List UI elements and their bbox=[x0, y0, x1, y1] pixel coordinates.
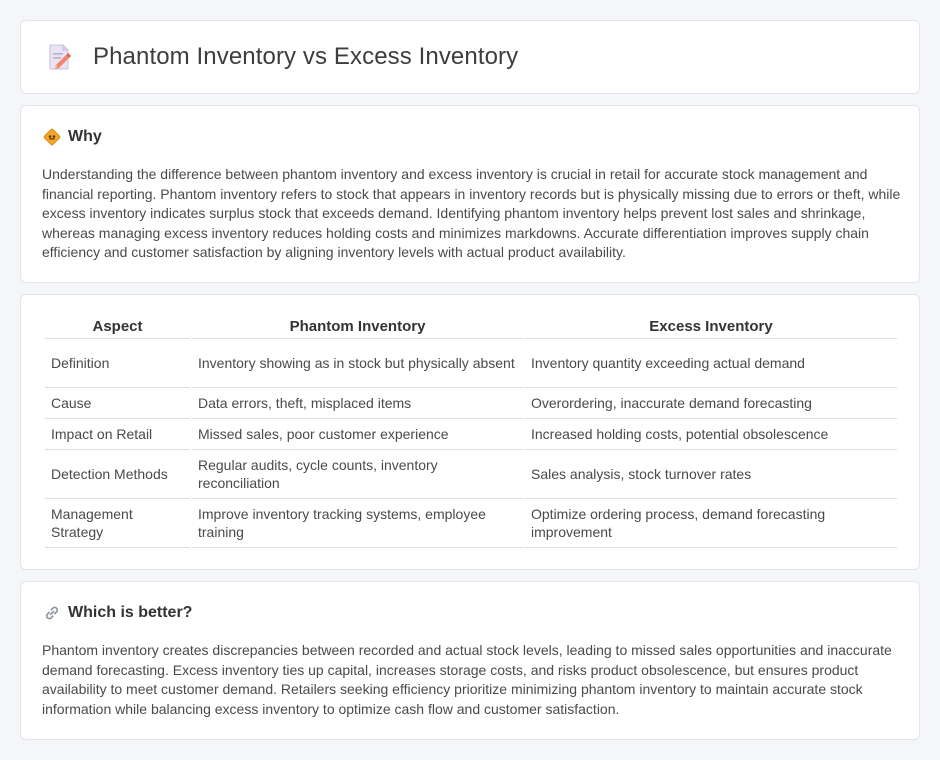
why-title: Why bbox=[68, 128, 102, 145]
better-body: Phantom inventory creates discrepancies between recorded and actual stock levels, leading to missed sales opportunities and inaccurate demand forecasting. Excess inventory ties up capital, increases storage costs, and risks product obsolescence, but ensures product availability to meet customer demand. Retailers seeking efficiency prioritize minimizing phantom inventory to maintain accurate stock information while balancing excess inventory to optimize cash flow and customer satisfaction. bbox=[42, 642, 892, 717]
better-heading bbox=[43, 604, 192, 622]
table-row bbox=[45, 339, 897, 388]
cell-aspect: Impact on Retail bbox=[45, 419, 190, 450]
cell-aspect: Definition bbox=[45, 339, 190, 388]
cell-aspect: Detection Methods bbox=[45, 450, 190, 499]
table-header-row bbox=[45, 317, 897, 339]
cell-excess: Overordering, inaccurate demand forecasting bbox=[525, 388, 897, 419]
cell-excess: Sales analysis, stock turnover rates bbox=[525, 450, 897, 499]
cell-phantom: Missed sales, poor customer experience bbox=[192, 419, 523, 450]
table-row bbox=[45, 388, 897, 419]
table-row bbox=[45, 419, 897, 450]
cell-excess: Inventory quantity exceeding actual demand bbox=[525, 339, 897, 388]
cell-aspect: Cause bbox=[45, 388, 190, 419]
cell-aspect: Management Strategy bbox=[45, 499, 190, 548]
title-card bbox=[20, 20, 920, 94]
cell-phantom: Data errors, theft, misplaced items bbox=[192, 388, 523, 419]
cell-excess: Optimize ordering process, demand forecasting improvement bbox=[525, 499, 897, 548]
cell-phantom: Regular audits, cycle counts, inventory reconciliation bbox=[192, 450, 523, 499]
cell-phantom: Improve inventory tracking systems, employee training bbox=[192, 499, 523, 548]
header-excess: Excess Inventory bbox=[525, 317, 897, 339]
table-row bbox=[45, 499, 897, 548]
comparison-section bbox=[20, 294, 920, 570]
link-icon bbox=[43, 604, 61, 622]
table-row bbox=[45, 450, 897, 499]
why-heading bbox=[43, 128, 102, 146]
title-row bbox=[47, 43, 518, 71]
document-edit-icon bbox=[47, 43, 73, 71]
cell-excess: Increased holding costs, potential obsolescence bbox=[525, 419, 897, 450]
header-phantom: Phantom Inventory bbox=[192, 317, 523, 339]
header-aspect: Aspect bbox=[45, 317, 190, 339]
better-title: Which is better? bbox=[68, 604, 193, 621]
page-title: Phantom Inventory vs Excess Inventory bbox=[93, 43, 519, 70]
which-is-better-section bbox=[20, 581, 920, 740]
comparison-table bbox=[43, 317, 899, 548]
why-body: Understanding the difference between phantom inventory and excess inventory is crucial in retail for accurate stock management and financial reporting. Phantom inventory refers to stock that appears in inventory records but is physically missing due to errors or theft, while excess inventory indicates surplus stock that exceeds demand. Identifying phantom inventory helps prevent lost sales and shrinkage, whereas managing excess inventory reduces holding costs and minimizes markdowns. Accurate differentiation improves supply chain efficiency and customer satisfaction by aligning inventory levels with actual product availability. bbox=[42, 166, 901, 261]
diamond-sign-icon bbox=[43, 128, 61, 146]
cell-phantom: Inventory showing as in stock but physically absent bbox=[192, 339, 523, 388]
why-section bbox=[20, 105, 920, 283]
